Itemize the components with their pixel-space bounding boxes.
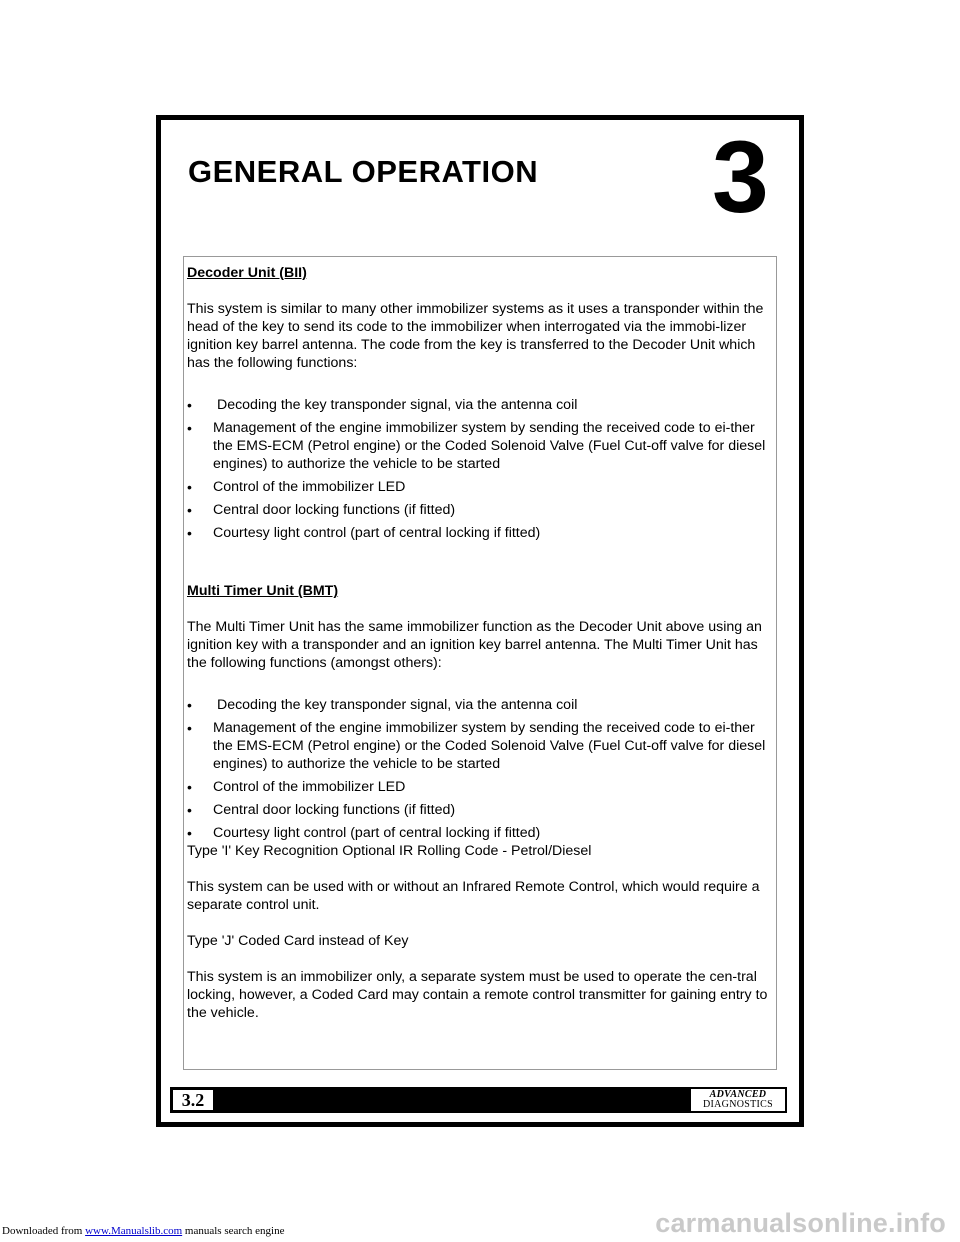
site-watermark: carmanualsonline.info — [655, 1208, 946, 1238]
bullet-icon: • — [187, 802, 192, 818]
type-j-text: This system is an immobilizer only, a separate system must be used to operate the cen-tral locking, however, a Coded Card may contain a remote control transmitter for gaining entry to the vehicle. — [187, 969, 768, 1021]
bullet-icon: • — [187, 720, 192, 736]
bullet-icon: • — [187, 525, 192, 541]
list-item: • Management of the engine immobilizer system by sending the received code to ei-ther the EMS-ECM (Petrol engine) or the Coded Solenoid Valve (Fuel Cut-off valve for diesel engines) to authorize the vehicle to be started — [187, 720, 766, 772]
list-item: • Central door locking functions (if fitted) — [187, 502, 456, 518]
decoder-functions-list — [187, 396, 773, 542]
list-item: • Control of the immobilizer LED — [187, 779, 406, 795]
page-number: 3.2 — [172, 1089, 214, 1111]
bullet-icon: • — [187, 397, 192, 413]
content-body — [187, 264, 773, 1022]
decoder-intro: This system is similar to many other immobilizer systems as it uses a transponder within the head of the key to send its code to the immobilizer when interrogated via the immobi-lizer ignition key barrel antenna. The code from the key is transferred to the Decoder Unit which has the following functions: — [187, 301, 764, 371]
bullet-icon: • — [187, 479, 192, 495]
banner-prefix: Downloaded from — [2, 1225, 86, 1237]
list-item: • Decoding the key transponder signal, via the antenna coil — [187, 697, 578, 713]
logo-line-2: DIAGNOSTICS — [703, 1099, 773, 1110]
bullet-icon: • — [187, 502, 192, 518]
section-heading-decoder: Decoder Unit (BII) — [187, 265, 307, 281]
bullet-icon: • — [187, 825, 192, 841]
download-banner — [2, 1225, 284, 1237]
bullet-icon: • — [187, 697, 192, 713]
list-item: • Courtesy light control (part of central locking if fitted) — [187, 825, 541, 841]
list-item: • Courtesy light control (part of central locking if fitted) — [187, 525, 541, 541]
section-heading-multi-timer: Multi Timer Unit (BMT) — [187, 583, 339, 599]
advanced-diagnostics-logo — [691, 1089, 785, 1111]
list-item: • Management of the engine immobilizer system by sending the received code to ei-ther the EMS-ECM (Petrol engine) or the Coded Solenoid Valve (Fuel Cut-off valve for diesel engines) to authorize the vehicle to be started — [187, 420, 766, 472]
bullet-icon: • — [187, 420, 192, 436]
list-item: • Central door locking functions (if fitted) — [187, 802, 456, 818]
type-i-text: This system can be used with or without an Infrared Remote Control, which would require a separate control unit. — [187, 879, 760, 913]
page-title: GENERAL OPERATION — [188, 154, 539, 189]
logo-line-1: ADVANCED — [709, 1089, 767, 1100]
chapter-number: 3 — [712, 120, 769, 234]
multi-timer-functions-list — [187, 696, 773, 842]
list-item: • Control of the immobilizer LED — [187, 479, 406, 495]
bullet-icon: • — [187, 779, 192, 795]
multi-timer-intro: The Multi Timer Unit has the same immobilizer function as the Decoder Unit above using an ignition key with a transponder and an ignition key barrel antenna. The Multi Timer Unit has the following functions (amongst others): — [187, 619, 762, 671]
manualslib-link[interactable]: www.Manualslib.com — [85, 1225, 183, 1237]
banner-suffix: manuals search engine — [182, 1225, 285, 1237]
list-item: • Decoding the key transponder signal, via the antenna coil — [187, 397, 578, 413]
type-j-heading: Type 'J' Coded Card instead of Key — [187, 933, 409, 949]
type-i-heading: Type 'I' Key Recognition Optional IR Rolling Code - Petrol/Diesel — [187, 843, 592, 859]
